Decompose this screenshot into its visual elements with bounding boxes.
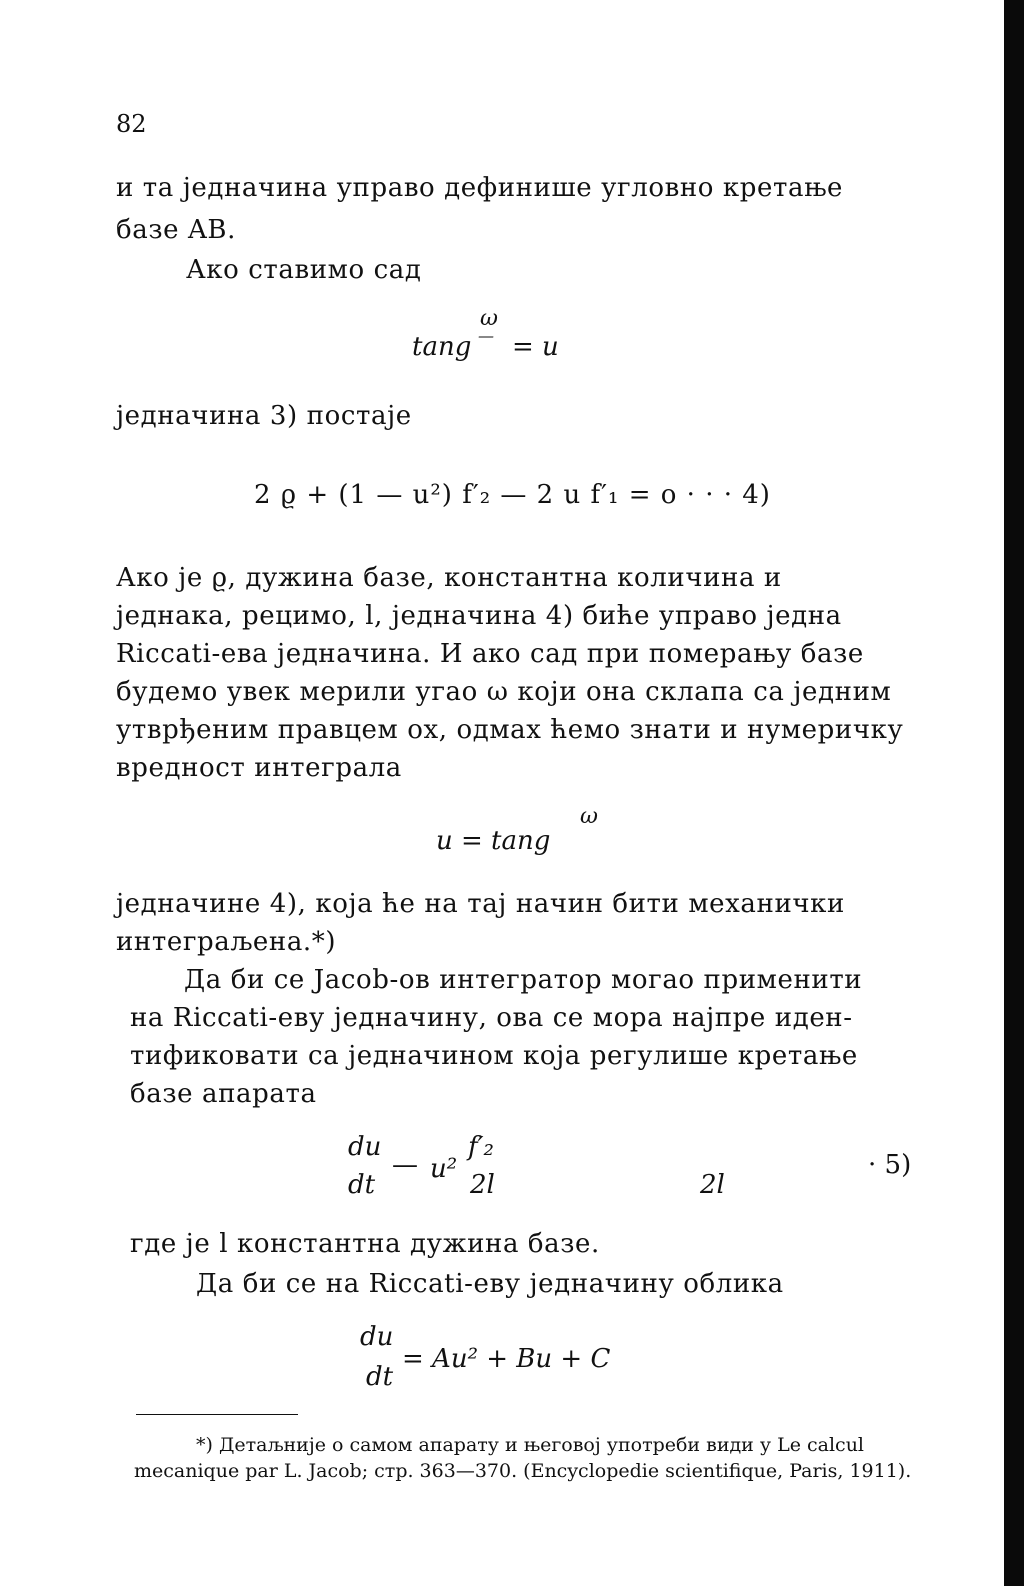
du-numerator: du (348, 1132, 382, 1162)
f-prime: f′₂ (468, 1132, 494, 1162)
omega-symbol: ω (480, 306, 498, 331)
minus-sign: — (392, 1150, 418, 1180)
footnote-line: mecanique par L. Jacob; стр. 363—370. (Encyclopedie scientifique, Paris, 1911). (134, 1460, 912, 1482)
u-equals-tang: u = tang (436, 826, 551, 856)
text-line: на Riccati-еву једначину, ова се мора најпре иден- (130, 1003, 853, 1033)
text-line: утврђеним правцем ox, одмах ћемо знати и нумеричку (116, 715, 904, 745)
u-squared: u² (430, 1154, 458, 1184)
text-line: једначине 4), која ће на тај начин бити механички (116, 889, 845, 919)
two-l: 2l (700, 1170, 725, 1200)
riccati-rhs: = Au² + Bu + C (402, 1344, 611, 1374)
text-line: једнака, рецимо, l, једначина 4) биће управо једна (116, 601, 842, 631)
omega-symbol: ω (580, 804, 598, 829)
text-line: Ако ставимо сад (186, 255, 422, 285)
text-line: где је l константна дужина базе. (130, 1229, 600, 1259)
page-number: 82 (116, 110, 147, 138)
dt-denominator: dt (366, 1362, 394, 1392)
footnote-line: *) Детаљније о самом апарату и његовој употреби види у Le calcul (196, 1434, 865, 1456)
text-line: вредност интеграла (116, 753, 402, 783)
tang-text: tang (412, 332, 472, 362)
text-line: тификовати са једначином која регулише кретање (130, 1041, 858, 1071)
text-line: Ако је ϱ, дужина базе, константна количина и (116, 563, 782, 593)
text-line: базе AB. (116, 215, 236, 245)
dt-denominator: dt (348, 1170, 376, 1200)
text-line: Да би се на Riccati-еву једначину облика (196, 1269, 784, 1299)
text-line: базе апарата (130, 1079, 317, 1109)
two-l: 2l (470, 1170, 495, 1200)
text-line: једначина 3) постаје (116, 401, 412, 431)
text-line: Riccati-ева једначина. И ако сад при померању базе (116, 639, 864, 669)
du-numerator: du (360, 1322, 394, 1352)
text-line: будемо увек мерили угао ω који она склапа са једним (116, 677, 892, 707)
text-line: интеграљена.*) (116, 927, 337, 957)
equation-2: 2 ϱ + (1 — u²) f′₂ — 2 u f′₁ = o · · · 4) (254, 480, 771, 510)
equals-u: = u (512, 332, 559, 362)
text-line: и та једначина управо дефинише угловно кретање (116, 173, 844, 203)
footnote-divider (136, 1414, 298, 1415)
scan-edge (1004, 0, 1024, 1586)
equation-number: · 5) (868, 1150, 912, 1180)
fraction-dash: — (478, 326, 494, 345)
text-line: Да би се Jacob-ов интегратор могао применити (184, 965, 863, 995)
